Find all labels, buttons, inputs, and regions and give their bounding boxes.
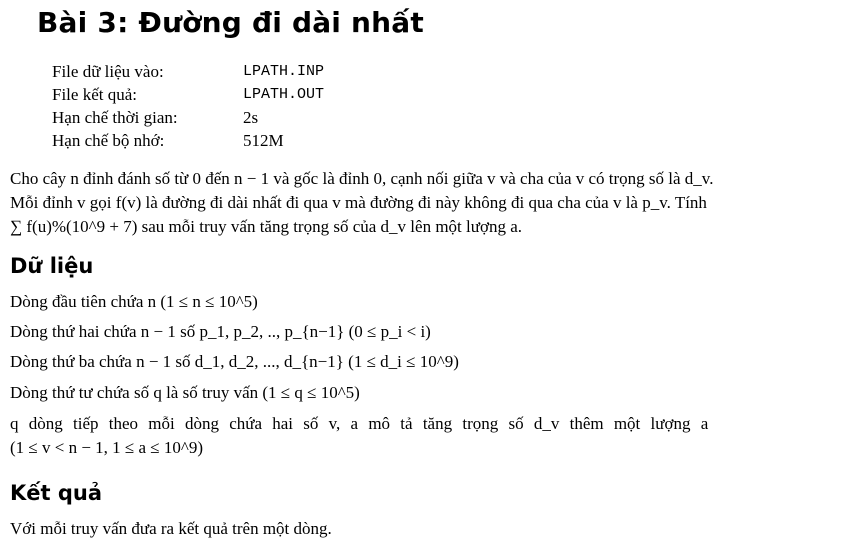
input-section-heading: Dữ liệu	[10, 254, 94, 278]
info-value: LPATH.OUT	[243, 86, 325, 103]
info-value: 512M	[243, 131, 284, 150]
info-label: Hạn chế bộ nhớ:	[52, 131, 165, 150]
input-line: Dòng đầu tiên chứa n (1 ≤ n ≤ 10^5)	[10, 292, 258, 311]
info-value: LPATH.INP	[243, 63, 325, 80]
info-label: File dữ liệu vào:	[52, 62, 164, 81]
info-label: Hạn chế thời gian:	[52, 108, 178, 127]
input-line: Dòng thứ tư chứa số q là số truy vấn (1 ≤ q ≤ 10^5)	[10, 383, 360, 402]
input-line: (1 ≤ v < n − 1, 1 ≤ a ≤ 10^9)	[10, 438, 204, 457]
statement-line: Mỗi đỉnh v gọi f(v) là đường đi dài nhất đi qua v mà đường đi này không đi qua cha của v là p_v. Tính	[10, 193, 707, 212]
statement-line: Cho cây n đỉnh đánh số từ 0 đến n − 1 và gốc là đỉnh 0, cạnh nối giữa v và cha của v có trọng số là d_v.	[10, 169, 714, 188]
problem-statement	[10, 167, 840, 239]
output-section-heading: Kết quả	[10, 481, 103, 505]
info-label: File kết quả:	[52, 85, 137, 104]
input-line: Dòng thứ hai chứa n − 1 số p_1, p_2, .., p_{n−1} (0 ≤ p_i < i)	[10, 322, 431, 341]
info-value: 2s	[243, 108, 259, 127]
statement-line: ∑ f(u)%(10^9 + 7) sau mỗi truy vấn tăng trọng số của d_v lên một lượng a.	[10, 217, 522, 236]
input-line: q dòng tiếp theo mỗi dòng chứa hai số v, a mô tả tăng trọng số d_v thêm một lượng a	[10, 414, 709, 433]
problem-title: Bài 3: Đường đi dài nhất	[37, 6, 424, 39]
output-line: Với mỗi truy vấn đưa ra kết quả trên một dòng.	[10, 519, 332, 538]
input-line: Dòng thứ ba chứa n − 1 số d_1, d_2, ..., d_{n−1} (1 ≤ d_i ≤ 10^9)	[10, 352, 459, 371]
